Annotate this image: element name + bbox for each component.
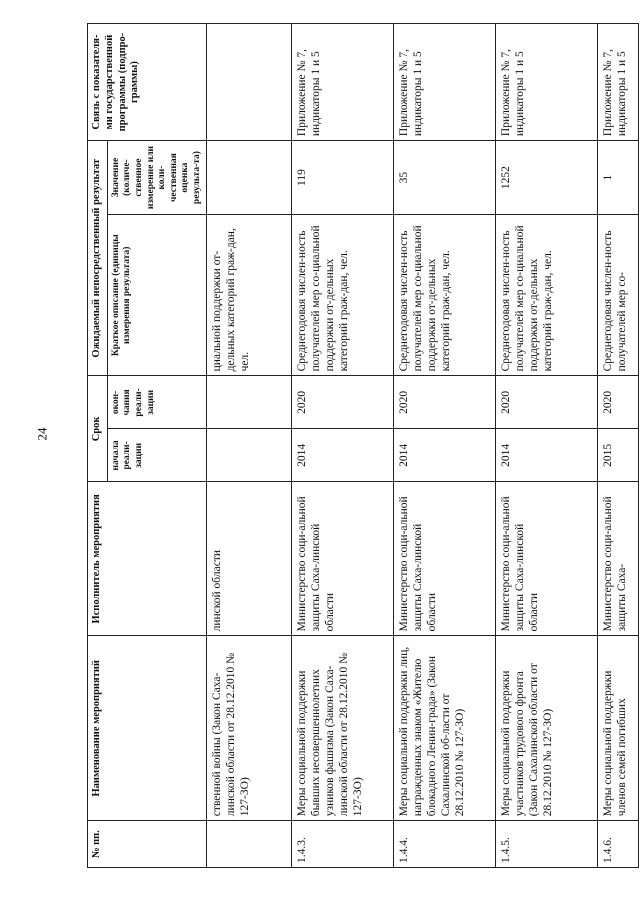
cell-link: Приложение № 7, индикаторы 1 и 5 (598, 24, 639, 141)
cell-end (207, 376, 292, 429)
cell-link: Приложение № 7, индикаторы 1 и 5 (394, 24, 496, 141)
cell-desc: Среднегодовая числен-ность получателей мер со-циальной поддержки от-дельных категорий граж-дан, чел. (394, 215, 496, 376)
header-row (88, 24, 108, 868)
cell-link: Приложение № 7, индикаторы 1 и 5 (292, 24, 394, 141)
cell-name: Меры социальной поддержки участников трудового фронта (Закон Сахалинской области от 28.12.2010 № 127-ЗО) (496, 636, 598, 821)
table-row (207, 24, 292, 868)
cell-executor: Министерство соци-альной защиты Саха-линской области (394, 482, 496, 636)
cell-executor: Министерство соци-альной защиты Саха-линской области (496, 482, 598, 636)
cell-name: Меры социальной поддержки членов семей погибших (598, 636, 639, 821)
header-link: Связь с показателя-ми государственной программы (подпро-граммы) (88, 24, 207, 141)
rotated-table-wrapper (87, 23, 632, 868)
cell-desc: Среднегодовая числен-ность получателей мер со-циальной поддержки от-дельных категорий граж-дан, чел. (496, 215, 598, 376)
cell-desc: циальной поддержки от-дельных категорий граж-дан, чел. (207, 215, 292, 376)
cell-value: 119 (292, 141, 394, 215)
cell-start: 2015 (598, 429, 639, 482)
cell-num: 1.4.4. (394, 821, 496, 868)
header-result: Ожидаемый непосредственный результат (88, 141, 108, 376)
table-row (598, 24, 639, 868)
table-row (496, 24, 598, 868)
header-executor: Исполнитель мероприятия (88, 482, 207, 636)
cell-start: 2014 (496, 429, 598, 482)
table-row (292, 24, 394, 868)
cell-start (207, 429, 292, 482)
cell-num (207, 821, 292, 868)
cell-executor: Министерство соци-альной защиты Саха-линской области (292, 482, 394, 636)
header-term-start: начала реали-зации (107, 429, 207, 482)
table-row (394, 24, 496, 868)
header-term-end: окон-чания реали-зации (107, 376, 207, 429)
cell-link (207, 24, 292, 141)
cell-executor: Министерство соци-альной защиты Саха- (598, 482, 639, 636)
cell-num: 1.4.3. (292, 821, 394, 868)
header-num: № пп. (88, 821, 207, 868)
cell-end: 2020 (496, 376, 598, 429)
header-name: Наименование мероприятий (88, 636, 207, 821)
cell-num: 1.4.6. (598, 821, 639, 868)
cell-desc: Среднегодовая числен-ность получателей мер со- (598, 215, 639, 376)
cell-desc: Среднегодовая числен-ность получателей мер со-циальной поддержки от-дельных категорий граж-дан, чел. (292, 215, 394, 376)
page-number: 24 (34, 427, 50, 441)
cell-end: 2020 (394, 376, 496, 429)
cell-start: 2014 (394, 429, 496, 482)
cell-num: 1.4.5. (496, 821, 598, 868)
cell-value: 1 (598, 141, 639, 215)
cell-name: Меры социальной поддержки лиц, награжденных знаком «Жителю блокадного Ленин-града» (Закон Сахалинской об-ласти от 28.12.2010 № 127-ЗО) (394, 636, 496, 821)
cell-end: 2020 (598, 376, 639, 429)
cell-link: Приложение № 7, индикаторы 1 и 5 (496, 24, 598, 141)
header-term: Срок (88, 376, 108, 482)
header-result-value: Значение (количе-ственное измерение или коли-чественная оценка результа-та) (107, 141, 207, 215)
cell-end: 2020 (292, 376, 394, 429)
cell-name: Меры социальной поддержки бывших несовершеннолетних узников фашизма (Закон Саха-линской области от 28.12.2010 № 127-ЗО) (292, 636, 394, 821)
cell-start: 2014 (292, 429, 394, 482)
cell-value: 1252 (496, 141, 598, 215)
cell-executor: линской области (207, 482, 292, 636)
cell-value (207, 141, 292, 215)
header-result-desc: Краткое описание (единицы измерения результата) (107, 215, 207, 376)
cell-value: 35 (394, 141, 496, 215)
cell-name: ственной войны (Закон Саха-линской области от 28.12.2010 № 127-ЗО) (207, 636, 292, 821)
measures-table (87, 23, 639, 868)
